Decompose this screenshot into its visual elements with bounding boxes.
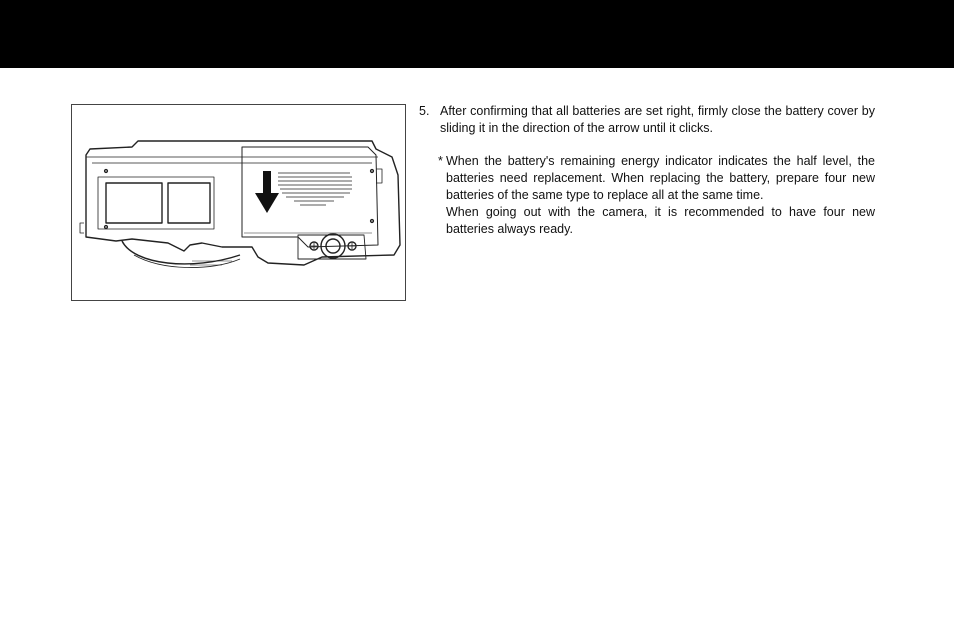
step-number: 5. <box>419 104 430 118</box>
note-asterisk: * <box>438 154 443 168</box>
camera-bottom-drawing <box>72 105 407 302</box>
battery-note <box>438 153 875 238</box>
step-text: After confirming that all batteries are set right, firmly close the battery cover by sliding it in the direction of the arrow until it clicks. <box>440 104 875 135</box>
camera-illustration <box>71 104 406 301</box>
note-paragraph: When the battery's remaining energy indicator indicates the half level, the batteries need replacement. When replacing the battery, prepare four new batteries of the same type to replace all at the same time. <box>446 154 875 202</box>
instruction-text <box>419 103 875 238</box>
step-5 <box>419 103 875 137</box>
down-arrow-icon <box>255 171 279 213</box>
note-body <box>446 153 875 238</box>
note-paragraph: When going out with the camera, it is recommended to have four new batteries always ready. <box>446 205 875 236</box>
header-bar <box>0 0 954 68</box>
